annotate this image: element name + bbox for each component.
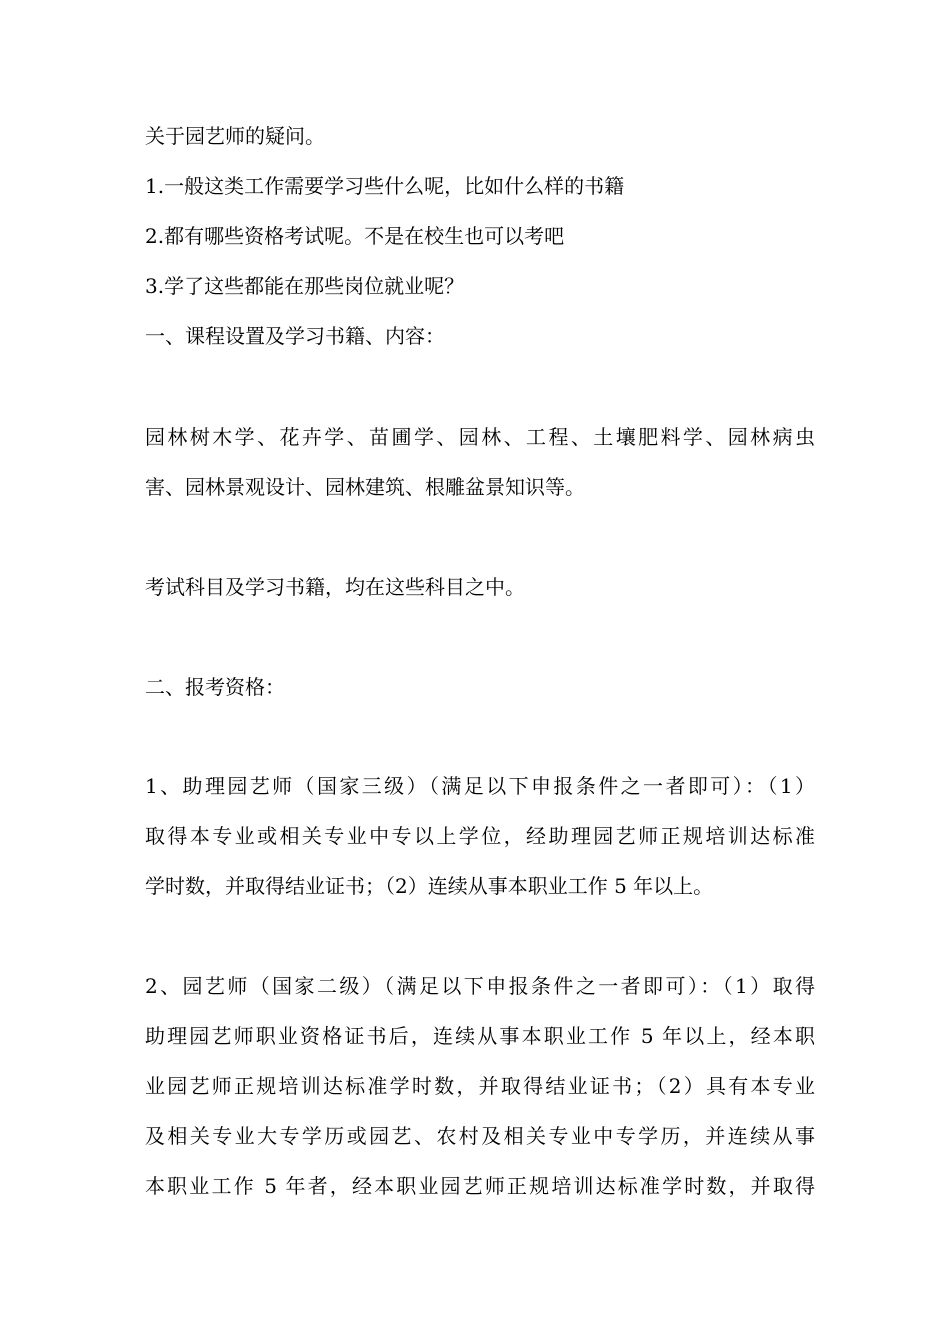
section-2-heading: 二、报考资格：: [145, 675, 285, 699]
question-2: 2.都有哪些资格考试呢。不是在校生也可以考吧: [145, 224, 565, 248]
qualification-1-line: 1、助理园艺师（国家三级）（满足以下申报条件之一者即可）：（1）: [145, 774, 815, 798]
qualification-2-line: 及相关专业大专学历或园艺、农村及相关专业中专学历，并连续从事: [145, 1124, 815, 1148]
section-1-note: 考试科目及学习书籍，均在这些科目之中。: [145, 575, 525, 599]
qualification-2-line: 本职业工作 5 年者，经本职业园艺师正规培训达标准学时数，并取得: [145, 1174, 815, 1198]
section-1-paragraph-line: 害、园林景观设计、园林建筑、根雕盆景知识等。: [145, 475, 585, 499]
section-1-heading: 一、课程设置及学习书籍、内容：: [145, 324, 445, 348]
qualification-1-line: 取得本专业或相关专业中专以上学位，经助理园艺师正规培训达标准: [145, 824, 815, 848]
section-1-paragraph-line: 园林树木学、花卉学、苗圃学、园林、工程、土壤肥料学、园林病虫: [145, 425, 815, 449]
qualification-2-line: 2、园艺师（国家二级）（满足以下申报条件之一者即可）：（1）取得: [145, 974, 815, 998]
qualification-1-line: 学时数，并取得结业证书；（2）连续从事本职业工作 5 年以上。: [145, 874, 714, 898]
question-3: 3.学了这些都能在那些岗位就业呢？: [145, 274, 465, 298]
qualification-2-line: 业园艺师正规培训达标准学时数，并取得结业证书；（2）具有本专业: [145, 1074, 815, 1098]
qualification-2-line: 助理园艺师职业资格证书后，连续从事本职业工作 5 年以上，经本职: [145, 1024, 815, 1048]
question-1: 1.一般这类工作需要学习些什么呢，比如什么样的书籍: [145, 174, 625, 198]
document-title: 关于园艺师的疑问。: [145, 124, 325, 148]
